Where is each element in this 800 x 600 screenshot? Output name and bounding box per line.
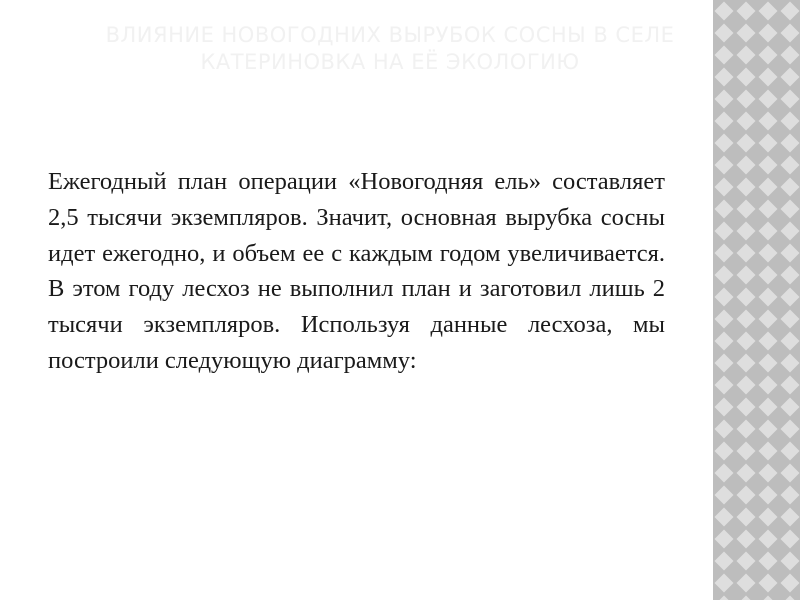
slide-body-text: Ежегодный план операции «Новогодняя ель» составляет 2,5 тысячи экземпляров. Значит, основная вырубка сосны идет ежегодно, и объем ее с каждым годом увеличивается. В этом году лесхоз не выполнил план и заготовил лишь 2 тысячи экземпляров. Используя данные лесхоза, мы построили следующую диаграмму:	[48, 168, 665, 374]
slide-title: ВЛИЯНИЕ НОВОГОДНИХ ВЫРУБОК СОСНЫ В СЕЛЕ КАТЕРИНОВКА НА ЕЁ ЭКОЛОГИЮ	[105, 23, 675, 74]
decorative-pattern-strip	[713, 0, 800, 600]
diamond-pattern	[713, 0, 800, 600]
